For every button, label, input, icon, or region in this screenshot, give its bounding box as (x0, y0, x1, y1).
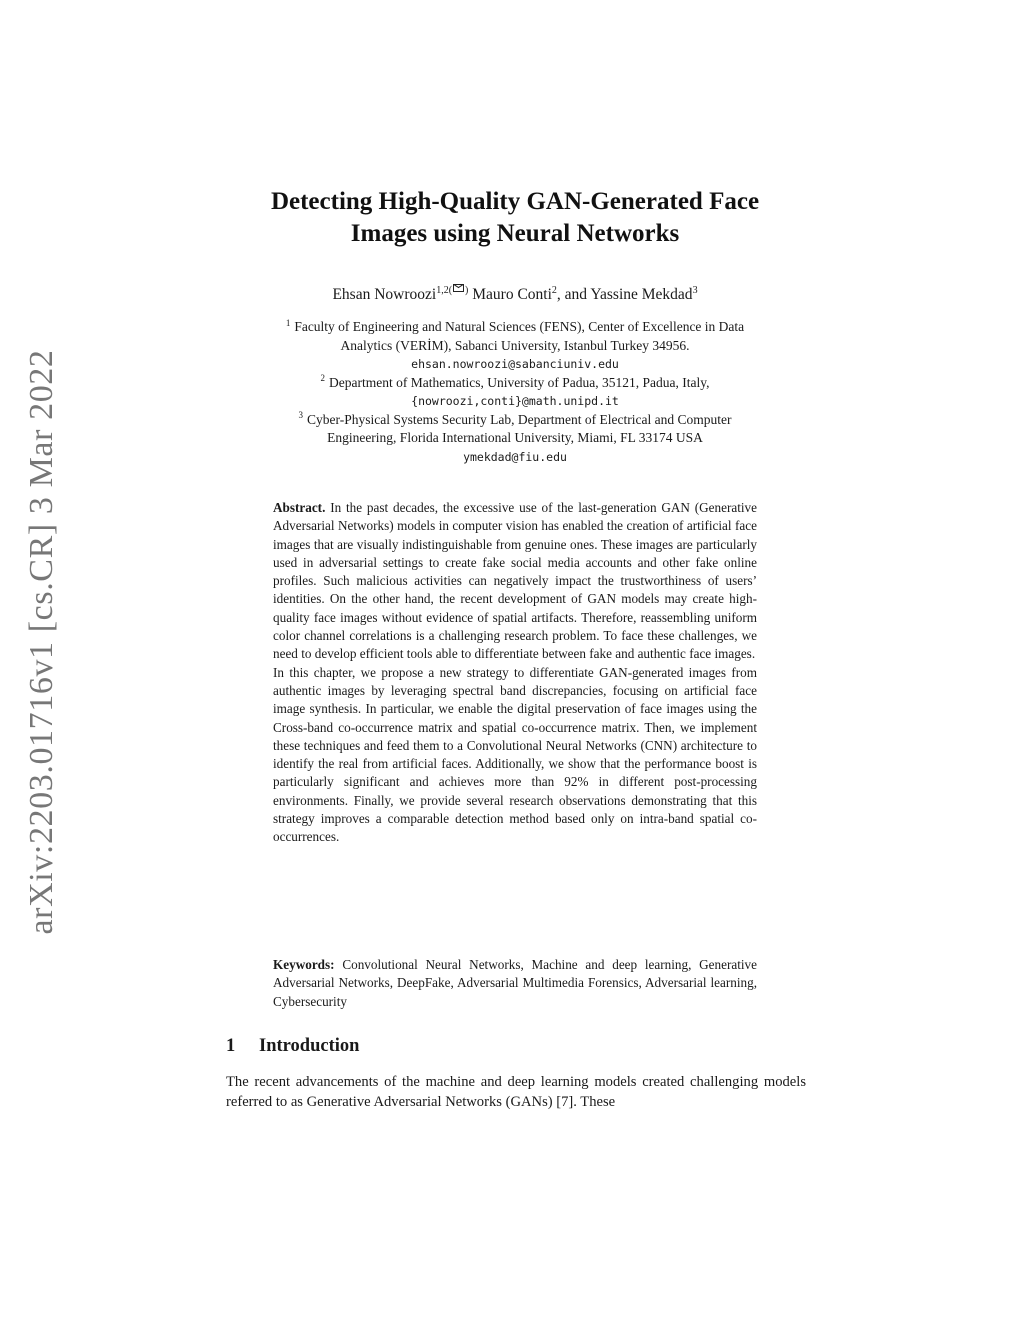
abstract-paragraph-2: In this chapter, we propose a new strategy to differentiate GAN-generated images from authentic images by leveraging spectral band discrepancies, focusing on artificial face image synthesis. In particular, we enable the digital preservation of face images using the Cross-band co-occurrence matrix and spatial co-occurrence matrix. Then, we implement these techniques and feed them to a Convolutional Neural Networks (CNN) architecture to identify the real from artificial faces. Additionally, we show that the performance boost is particularly significant and achieves more than 92% in different post-processing environments. Finally, we provide several research observations demonstrating that this strategy improves a comparable detection method based only on intra-band spatial co-occurrences. (273, 664, 757, 845)
introduction-paragraph: The recent advancements of the machine and deep learning models created challenging models referred to as Generative Adversarial Networks (GANs) [7]. These (226, 1074, 806, 1110)
keywords-text: Convolutional Neural Networks, Machine and deep learning, Generative Adversarial Networks, DeepFake, Adversarial Multimedia Forensics, Adversarial learning, Cybersecurity (273, 957, 757, 1009)
introduction-body (226, 1072, 806, 1112)
title-line-1: Detecting High-Quality GAN-Generated Face (270, 188, 760, 215)
affiliation-2-number: 2 (320, 373, 326, 383)
keywords (273, 956, 757, 1011)
mail-icon (453, 284, 464, 292)
title-line-2: Images using Neural Networks (350, 220, 680, 247)
author-list (200, 284, 830, 305)
affiliation-1-text-1: Faculty of Engineering and Natural Sciences (FENS), Center of Excellence in Data (294, 319, 745, 334)
affiliation-1-number: 1 (285, 317, 291, 328)
affiliation-2-text-1: Department of Mathematics, University of Padua, 35121, Padua, Italy, (329, 374, 710, 390)
abstract (273, 499, 757, 847)
affiliation-3-number: 3 (298, 410, 303, 420)
author-2-name: Mauro Conti (472, 286, 552, 304)
affiliation-3-email[interactable]: ymekdad@fiu.edu (463, 449, 567, 464)
affiliation-1-email[interactable]: ehsan.nowroozi@sabanciuniv.edu (411, 357, 619, 371)
section-number: 1 (226, 1036, 236, 1056)
section-title: Introduction (259, 1036, 360, 1056)
section-heading-introduction (226, 1036, 359, 1057)
keywords-paragraph (273, 956, 757, 1011)
keywords-label: Keywords: (273, 957, 335, 972)
affiliation-1-line-1 (205, 318, 825, 337)
author-1-affil: 1,2( ) (436, 285, 469, 296)
author-1-name: Ehsan Nowroozi (332, 286, 437, 304)
author-1-affil-numbers: 1,2 (436, 285, 449, 296)
author-3-affil: 3 (692, 285, 698, 296)
affiliation-3-text-1: Cyber-Physical Systems Security Lab, Department of Electrical and Computer (307, 411, 732, 427)
affiliation-2-line-1 (205, 374, 825, 393)
author-3-name: Yassine Mekdad (590, 286, 693, 304)
affiliation-1-line-2: Analytics (VERİM), Sabanci University, Istanbul Turkey 34956. (340, 337, 690, 353)
affiliations (205, 318, 825, 466)
affiliation-3-line-2: Engineering, Florida International University, Miami, FL 33174 USA (327, 430, 703, 445)
abstract-label: Abstract. (273, 500, 326, 515)
affiliation-3-line-1 (205, 411, 825, 430)
paper-title (200, 186, 830, 250)
abstract-paragraph-1 (273, 499, 757, 664)
abstract-text-1: In the past decades, the excessive use of the last-generation GAN (Generative Adversarial Networks) models in computer vision has enabled the creation of artificial face images that are visually indistinguishable from genuine ones. These images are particularly used in adversarial settings to create fake social media accounts and other fake online profiles. Such malicious activities can negatively impact the trustworthiness of users’ identities. On the other hand, the recent development of GAN models may create high-quality face images without evidence of spatial artifacts. Therefore, reassembling uniform color channel correlations is a challenging research problem. To face these challenges, we need to develop efficient tools able to differentiate between fake and authentic face images. (273, 500, 758, 662)
arxiv-side-stamp: arXiv:2203.01716v1 [cs.CR] 3 Mar 2022 (23, 349, 60, 935)
author-connector: , and (556, 286, 588, 304)
author-2-affil: 2 (551, 285, 557, 296)
affiliation-2-email[interactable]: {nowroozi,conti}@math.unipd.it (411, 394, 619, 408)
